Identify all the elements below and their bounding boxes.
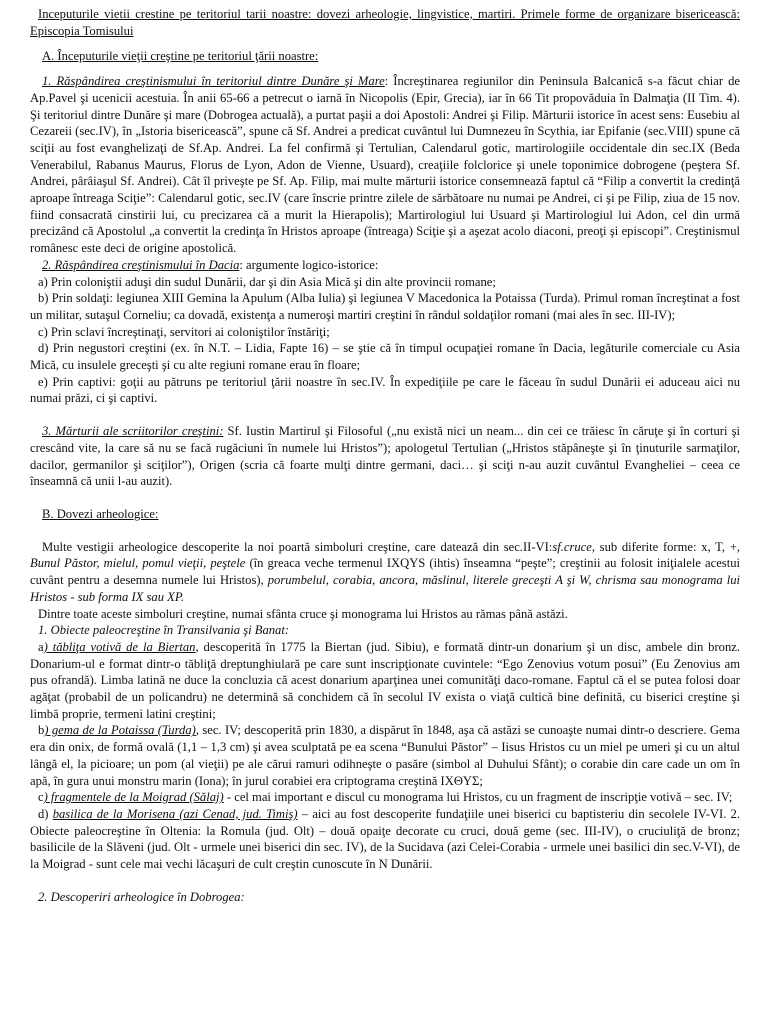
intro-part-symbols: Bunul Păstor, mielul, pomul vieţii, peştele — [30, 556, 246, 571]
paragraph-3-text: Sf. Iustin Martirul şi Filosoful („nu există nici un neam... din cei ce trăiesc în căruţe şi în corturi şi crescând vite, la care să nu se facă rugăciuni în numele lui Hristos”); apologetul Tertulian („Hristos stăpâneşte şi în ţinuturile sarmaţilor, dacilor, germanilor şi sciţilor”), Origen (scria că foarte mulţi dintre germani, daci… şi sciţi n-au auzit cuvântul Evangheliei – ceea ce înseamnă că unii l-au auzit). — [30, 424, 740, 489]
section-a-heading — [30, 48, 740, 65]
paragraph-2-text: : argumente logico-istorice: — [239, 257, 379, 272]
list-item-c: c) Prin sclavi încreştinaţi, servitori ai coloniştilor înstăriţi; — [38, 324, 330, 339]
item-a-label: ) tăbliţa votivă de la Biertan — [43, 639, 196, 654]
section-b-heading-text: B. Dovezi arheologice: — [42, 506, 159, 521]
item-d-morisena — [30, 806, 740, 873]
list-item-b: b) Prin soldaţi: legiunea XIII Gemina la Apulum (Alba Iulia) şi legiunea V Macedonica la Potaissa (Turda). Primul roman încreştinat a fost un militar, sutaşul Corneliu; ca dovadă, existenţa a numeroşi martiri creştini în rândul soldaţilor romani (mai ales în sec. III-IV); — [30, 291, 740, 322]
item-a-prefix: a — [38, 639, 44, 654]
paragraph-2-label: 2. Răspândirea creştinismului în Dacia — [42, 257, 240, 272]
item-b-potaissa — [30, 722, 740, 789]
intro-part-cross: sf.cruce — [552, 539, 592, 554]
subsection-2-text: 2. Descoperiri arheologice în Dobrogea: — [38, 889, 245, 904]
item-d-label: basilica de la Morisena (azi Cenad, jud. Timiş) — [52, 806, 298, 821]
section-a-heading-text: A. Începuturile vieţii creştine pe teritoriul ţării noastre: — [42, 49, 319, 64]
item-b-text: , sec. IV; descoperită prin 1830, a dispărut în 1848, aşa că astăzi se cunoaşte numai dintr-o descriere. Gema era din onix, de formă ovală (1,1 – 1,3 cm) şi avea sculptată pe ea scena “Bunului Păstor” – Iisus Hristos cu un miel pe umeri şi cu un altul lângă el, la picioare; un pom (al vieţii) pe ale cărui ramuri odihneşte o pasăre (simbol al Duhului Sfânt); o corabie din care cade un om în apă, în gura unui monstru marin (Iona); în jurul corabiei era criptograma creştină IXΘYΣ; — [30, 723, 740, 788]
item-d-text: – aici au fost descoperite fundaţiile unei biserici cu baptisteriu din secolele IV-VI. 2. Obiecte paleocreştine în Oltenia: la Romula (jud. Olt) – două opaiţe decorate cu cruci, două geme (sec. III-IV), o cruciuliţă de bronz; basilicile de la Slăveni (jud. Olt - urmele unei biserici din sec. IV), de la Sucidava (azi Celei-Corabia - urmele unei basilici din sec.V-VI), de la Moigrad - sunt cele mai vechi lăcaşuri de cult creştin cunoscute în N Dunării. — [30, 806, 740, 872]
subsection-1-heading — [30, 622, 740, 639]
item-a-biertan — [30, 639, 740, 723]
item-c-prefix: c — [38, 790, 44, 805]
subsection-1-text: 1. Obiecte paleocreştine în Transilvania şi Banat: — [38, 623, 290, 638]
list-item-a: a) Prin coloniştii aduşi din sudul Dunării, dar şi din Asia Mică şi din alte provincii romane; — [38, 274, 496, 289]
subsection-2-heading — [30, 889, 740, 906]
section-b-intro-2: Dintre toate aceste simboluri creştine, numai sfânta cruce şi monograma lui Hristos au rămas până astăzi. — [38, 606, 568, 621]
item-c-label: ) fragmentele de la Moigrad (Sălaj) — [43, 790, 224, 805]
list-item-e: e) Prin captivi: goţii au pătruns pe teritoriul ţării noastre în sec.IV. În expediţiile pe care le făceau în sudul Dunării ei aduceau aici nu numai prăzi, ci şi captivi. — [30, 374, 740, 406]
section-a-paragraph-2 — [30, 257, 740, 274]
list-item-d: d) Prin negustori creştini (ex. în N.T. – Lidia, Fapte 16) – se ştie că în timpul ocupaţiei romane în Dacia, legăturile comerciale cu Asia Mică, cu insulele greceşti şi cu alte regiuni romane erau în floare; — [30, 341, 740, 373]
item-a-text: , descoperită în 1775 la Biertan (jud. Sibiu), e formată dintr-un donarium şi un disc, ambele din bronz. Donarium-ul e format dintr-o tăbliţă dreptunghiulară pe care sunt inscripţionate cuvintele: “Ego Zenovius votum posui” (Eu Zenovius am pus ofrandă). Limba latină ne duce la concluzia că acest donarium aparţinea unei comunităţi daco-romane. Faptul că el se putea folosi doar agăţat (probabil de un policandru) ne determină să conchidem că în secolul IV exista o viaţă cultică bine definită, cu biserici creştine şi limbă proprie, termeni latini creştini; — [30, 639, 740, 721]
section-b-heading — [30, 506, 740, 523]
intro-part-e: (în greaca veche termenul IXQYS (ihtis) înseamna “peşte”; creştinii au folosit iniţialele acestui cuvânt pentru a desemna numele lui Hristos), — [30, 556, 740, 588]
section-a-paragraph-3 — [30, 423, 740, 490]
paragraph-3-label: 3. Mărturii ale scriitorilor creştini: — [42, 424, 224, 439]
item-d-prefix: d) — [38, 806, 53, 821]
item-c-moigrad — [30, 789, 740, 806]
item-b-prefix: b — [38, 723, 45, 738]
intro-part-c: , sub diferite forme: x, T, +, — [591, 539, 740, 554]
paragraph-1-label: 1. Răspândirea creştinismului în teritoriul dintre Dunăre şi Mare — [42, 74, 385, 89]
intro-part-symbols-2: porumbelul, corabia, ancora, măslinul, literele greceşti A şi W, chrisma sau monograma lui Hristos - sub forma IX sau XP. — [30, 573, 741, 604]
section-a-paragraph-1 — [30, 73, 740, 257]
item-b-label: ) gema de la Potaissa (Turda) — [44, 723, 196, 738]
item-c-text: - cel mai important e discul cu monograma lui Hristos, cu un fragment de inscripţie votivă – sec. IV; — [223, 790, 733, 805]
intro-part-a: Multe vestigii arheologice descoperite la noi poartă simboluri creştine, care datează din sec.II-VI: — [42, 539, 553, 554]
paragraph-1-text: : Încreştinarea regiunilor din Peninsula Balcanică s-a făcut chiar de Ap.Pavel şi ucenicii acestuia. În anii 65-66 a petrecut o iarnă în Nicopolis (Epir, Grecia), iar în 66 Tit propovăduia în Dalmaţia (II Tim. 4). Şi teritoriul dintre Dunăre şi mare (Dobrogea actuală), a purtat paşii a doi Apostoli: Andrei şi Filip. Mărturii istorice în acest sens: Eusebiu al Cezareii (sec.IV), în „Istoria bisericească”, spune că Sf. Andrei a predicat cuvântul lui Dumnezeu în Scythia, iar Epifanie (sec.VIII) spune că sciţii au fost evanghelizaţi de Sf.Ap. Andrei. La fel confirmă şi Tertulian, Calendarul gotic, martirologiile occidentale din sec.IX (Beda Venerabilul, Rabanus Maurus, Florus de Lyon, Adon de Vienne, Usuard), creaţiile folclorice şi unele toponimice dobrogene (peştera Sf. Andrei, pârâiaşul Sf. Andrei). Cât îl priveşte pe Sf. Ap. Filip, mai multe mărturii istorice consemnează faptul că “Filip a convertit la credinţă aproape întreaga Sciţie”: Calendarul gotic, sec.IV (care înscrie printre zilele de sărbătoare nu numai pe Andrei, ci şi pe Filip, ziua de 15 nov. fiind consacrată cinstirii lui, cu precizarea că a murit la Hierapolis); Martirologiul lui Usuard şi Martirologiul lui Adon, cel din urmă precizând că Apostolul „a convertit la credinţa în Hristos aproape (întreaga) Sciţie şi a aşezat acolo diaconi, preoţi şi episcopi”. Creştinismul românesc este deci de origine apostolică. — [30, 74, 740, 256]
section-b-intro — [30, 539, 740, 606]
document-title: Inceputurile vietii crestine pe teritoriul tarii noastre: dovezi arheologie, lingvistice, martiri. Primele forme de organizare bisericească: Episcopia Tomisului — [30, 7, 740, 38]
